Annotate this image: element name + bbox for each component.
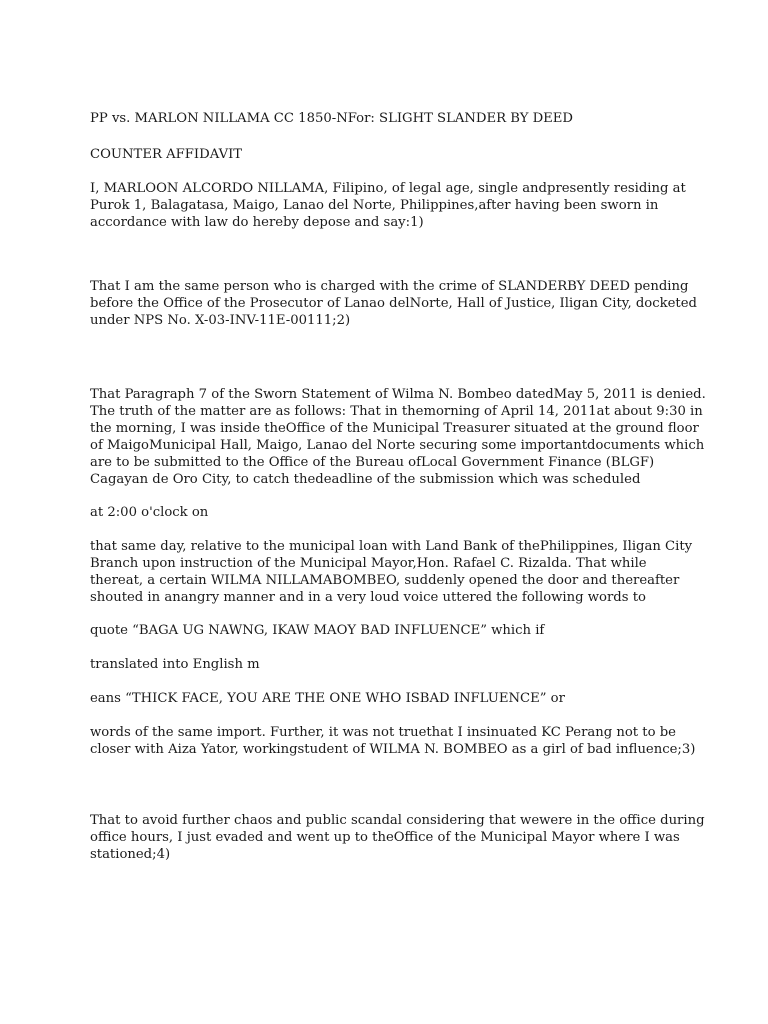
text-line: Branch upon instruction of the Municipal Mayor,Hon. Rafael C. Rizalda. That while [90,556,647,571]
document-heading [90,146,690,163]
text-line: the morning, I was inside theOffice of the Municipal Treasurer situated at the ground floor [90,421,699,436]
text-line: words of the same import. Further, it was not truethat I insinuated KC Perang not to be [90,725,676,740]
text-line: The truth of the matter are as follows: That in themorning of April 14, 2011at about 9:30 in [90,404,703,419]
means-line [90,690,690,707]
text-line: before the Office of the Prosecutor of Lanao delNorte, Hall of Justice, Iligan City, docketed [90,296,697,311]
text-line: That I am the same person who is charged with the crime of SLANDERBY DEED pending [90,279,689,294]
text-line: shouted in anangry manner and in a very loud voice uttered the following words to [90,590,646,605]
text-line: under NPS No. X-03-INV-11E-00111;2) [90,313,351,328]
text-line: Purok 1, Balagatasa, Maigo, Lanao del Norte, Philippines,after having been sworn in [90,198,659,213]
paragraph-1 [90,278,697,329]
quote-line [90,622,690,639]
text-line: are to be submitted to the Office of the Bureau ofLocal Government Finance (BLGF) [90,455,655,470]
text-line: That to avoid further chaos and public scandal considering that wewere in the office during [90,813,705,828]
text-line: Cagayan de Oro City, to catch thedeadline of the submission which was scheduled [90,472,641,487]
document-heading-text: COUNTER AFFIDAVIT [90,147,243,162]
paragraph-2 [90,386,706,488]
text-line: stationed;4) [90,847,171,862]
text-line: I, MARLOON ALCORDO NILLAMA, Filipino, of legal age, single andpresently residing at [90,181,686,196]
translated-line [90,656,690,673]
text-line: thereat, a certain WILMA NILLAMABOMBEO, suddenly opened the door and thereafter [90,573,680,588]
text-line: accordance with law do hereby depose and say:1) [90,215,424,230]
text-line: translated into English m [90,657,260,672]
case-caption [90,110,690,127]
paragraph-2-fragment [90,504,690,521]
text-line: of MaigoMunicipal Hall, Maigo, Lanao del Norte securing some importantdocuments which [90,438,705,453]
text-line: that same day, relative to the municipal loan with Land Bank of thePhilippines, Iligan City [90,539,693,554]
intro-paragraph [90,180,690,231]
paragraph-2-end [90,724,696,758]
text-line: office hours, I just evaded and went up to theOffice of the Municipal Mayor where I was [90,830,680,845]
text-line: That Paragraph 7 of the Sworn Statement of Wilma N. Bombeo datedMay 5, 2011 is denied. [90,387,706,402]
paragraph-3 [90,812,705,863]
text-line: closer with Aiza Yator, workingstudent of WILMA N. BOMBEO as a girl of bad influence;3) [90,742,696,757]
text-line: at 2:00 o'clock on [90,505,209,520]
case-caption-text: PP vs. MARLON NILLAMA CC 1850-NFor: SLIGHT SLANDER BY DEED [90,111,573,126]
text-line: quote “BAGA UG NAWNG, IKAW MAOY BAD INFLUENCE” which if [90,623,545,638]
text-line: eans “THICK FACE, YOU ARE THE ONE WHO ISBAD INFLUENCE” or [90,691,565,706]
paragraph-2-continued [90,538,693,606]
